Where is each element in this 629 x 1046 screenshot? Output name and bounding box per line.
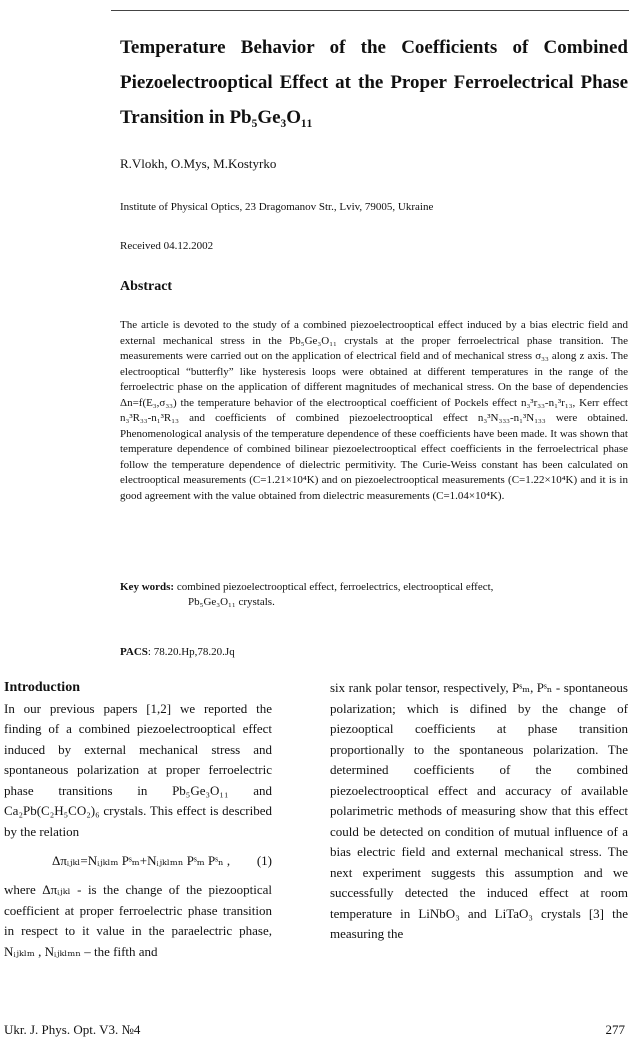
footer-journal: Ukr. J. Phys. Opt. V3. №4 [4,1022,141,1037]
equation-body: Δπᵢⱼₖₗ=Nᵢⱼₖₗₘ Pˢₘ+Nᵢⱼₖₗₘₙ Pˢₘ Pˢₙ , [52,853,231,868]
pacs [120,646,235,658]
equation-number: (1) [256,853,272,868]
authors: R.Vlokh, O.Mys, M.Kostyrko [120,156,277,171]
abstract-text: The article is devoted to the study of a combined piezoelectrooptical effect induced by a bias electric field and external mechanical stress in the Pb₅Ge₃O₁₁ crystals at the proper ferroelectrical phase transition. The measurements were carried out on the application of electrical field and of mechanical stress σ₃₃ along z axis. The electrooptical “butterfly” like hysteresis loops were obtained at different temperatures in the range of the ferroelectric phase on the application of different magnitudes of mechanical stress. On the base of dependencies Δn=f(E₃,σ₃₃) the temperature behavior of the electrooptical coefficient of Pockels effect n₃³r₃₃-n₁³r₁₃, Kerr effect n₃³R₃₃-n₁³R₁₃ and coefficients of combined piezoelectrooptical effect n₃³N₃₃₃-n₁³N₁₃₃ were obtained. Phenomenological analysis of the temperature dependence of these coefficients have been made. It was shown that temperature dependence of combined bilinear piezoelectrooptical effect coefficients in the ferroelectrical phase follow the temperature dependence of dielectric permitivity. The Curie-Weiss constant has been calculated on electrooptical measurements (C=1.21×10⁴K) and on piezoelectrooptical measurements (C=1.22×10⁴K) and it is in good agreement with the value obtained from dielectric measurements (C=1.04×10⁴K). [120,319,628,502]
page-number: 277 [605,1022,625,1037]
pacs-label: PACS [120,646,148,658]
right-column: six rank polar tensor, respectively, Pˢₘ, Pˢₙ - spontaneous polarization; which is difined by the change of piezooptical coefficients at phase transition proportionally to the spontaneous polarization. The determined coefficients of the combined piezoelectrooptical effect and accuracy of available polarimetric methods of measuring show that this effect could be detected on condition of mutual influence of a bias electric field and external mechanical stress. The next experiment suggests this assumption and we successfully detected the induced effect at room temperature in LiNbO₃ and LiTaO₃ crystals [3] the measuring the [330,680,628,941]
pacs-value: : 78.20.Hp,78.20.Jq [147,646,235,658]
keywords-label: Key words: [120,581,175,593]
keywords-line1: combined piezoelectrooptical effect, ferroelectrics, electrooptical effect, [176,581,494,593]
paper-title: Temperature Behavior of the Coefficients of Combined Piezoelectrooptical Effect at the Proper Ferroelectrical Phase Transition in Pb₅Ge₃O₁₁ [120,37,628,128]
intro-paragraph-2: where Δπᵢⱼₖₗ - is the change of the piezooptical coefficient at proper ferroelectric phase transition in respect to it value in the paraelectric phase, Nᵢⱼₖₗₘ , Nᵢⱼₖₗₘₙ – the fifth and [4,882,272,959]
header-rule [111,10,629,11]
intro-paragraph-1: In our previous papers [1,2] we reported the finding of a combined piezoelectrooptical effect induced by external mechanical stress and spontaneous polarization at proper ferroelectric phase transitions in Pb₅Ge₃O₁₁ and Ca₂Pb(C₂H₅CO₂)₆ crystals. This effect is described by the relation [4,700,272,839]
received-date: Received 04.12.2002 [120,240,214,252]
affiliation: Institute of Physical Optics, 23 Dragomanov Str., Lviv, 79005, Ukraine [120,201,434,213]
abstract-heading: Abstract [120,279,173,294]
keywords [120,580,628,610]
keywords-line2: Pb₅Ge₃O₁₁ crystals. [188,596,275,608]
equation-1 [4,842,272,880]
introduction-heading: Introduction [4,680,80,695]
left-column [4,678,272,962]
